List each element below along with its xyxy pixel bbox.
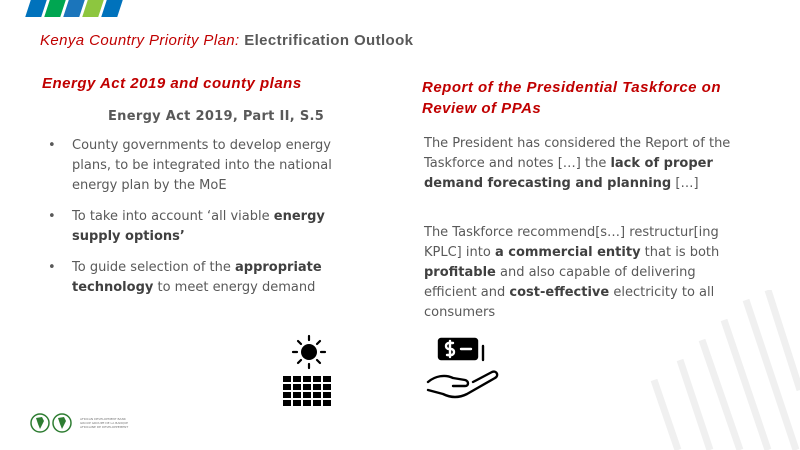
left-heading: Energy Act 2019 and county plans [42, 75, 302, 92]
bullet-text: County governments to develop energy plans, to be integrated into the national energy plan by the MoE [72, 138, 332, 193]
logo-text: AFRICAN DEVELOPMENT BANK GROUP GROUPE DE LA BANQUE AFRICAINE DE DEVELOPPEMENT [80, 417, 129, 429]
bullet-text: To guide selection of the [72, 260, 235, 275]
para-text: electricity to all consumers [424, 285, 715, 320]
para-bold: profitable [424, 265, 496, 280]
list-item: • To guide selection of the appropriate technology to meet energy demand [48, 260, 322, 295]
para-text: that is both [640, 245, 720, 260]
para-text: […] [671, 176, 699, 191]
list-item: • County governments to develop energy plans, to be integrated into the national energy plan by the MoE [48, 138, 332, 193]
stripe [63, 0, 85, 17]
right-heading-line1: Report of the Presidential Taskforce on [422, 79, 721, 96]
bullet-bold: appropriate technology [72, 260, 322, 295]
title-gray: Electrification Outlook [244, 32, 414, 49]
bullet-text: to meet energy demand [153, 280, 316, 295]
bullet-list [48, 136, 348, 309]
slide-title [40, 32, 413, 49]
sun-solar-panel-icon [280, 334, 338, 410]
para-text: The Taskforce recommend[s…] restructur[ing KPLC] into [424, 225, 719, 260]
bullet-text: To take into account ‘all viable [72, 209, 274, 224]
right-heading [422, 77, 721, 119]
list-item: • To take into account ‘all viable energy supply options’ [48, 209, 325, 244]
stripe [44, 0, 66, 17]
decorative-lines [640, 290, 800, 450]
stripe [82, 0, 104, 17]
para-text: The President has considered the Report of the Taskforce and notes […] the [424, 136, 731, 171]
brand-stripes [28, 0, 120, 17]
afdb-emblem-icon [30, 413, 76, 433]
para-bold: lack of proper demand forecasting and planning [424, 156, 713, 191]
stripe [101, 0, 123, 17]
para-text: and also capable of delivering efficient and [424, 265, 696, 300]
bullet-bold: energy supply options’ [72, 209, 325, 244]
para-bold: cost-effective [509, 285, 610, 300]
afdb-logo [30, 413, 130, 433]
left-subheading: Energy Act 2019, Part II, S.5 [108, 109, 325, 124]
report-paragraph-1 [424, 134, 736, 194]
stripe [25, 0, 47, 17]
money-hand-icon [425, 336, 503, 408]
title-red: Kenya Country Priority Plan: [40, 32, 240, 49]
para-bold: a commercial entity [494, 245, 641, 260]
right-heading-line2: Review of PPAs [422, 100, 542, 117]
